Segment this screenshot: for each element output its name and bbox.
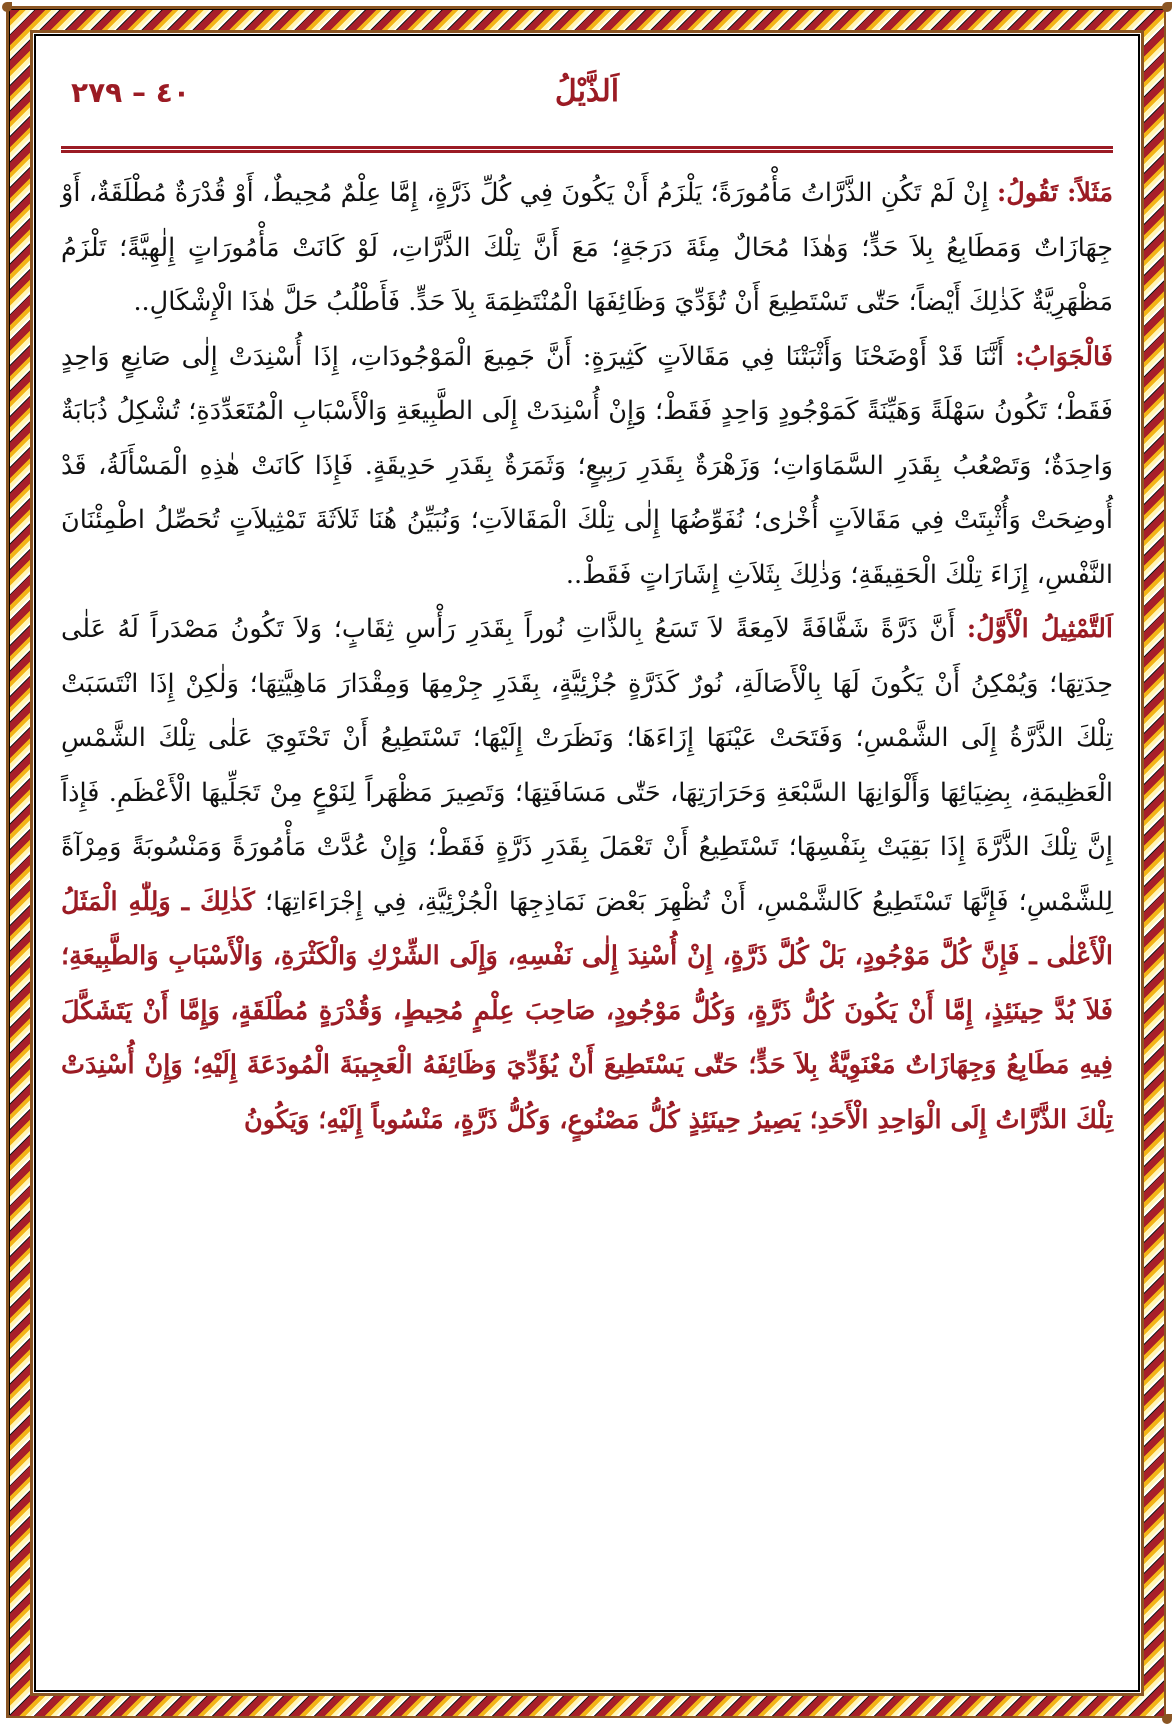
paragraph-example [61, 166, 1113, 330]
highlighted-conclusion: كَذٰلِكَ ـ وَلِلّٰهِ الْمَثَلُ الْأَعْلٰى ـ فَإِنَّ كُلَّ مَوْجُودٍ، بَلْ كُلَّ ذَرَّةٍ، إِنْ أُسْنِدَ إِلٰى نَفْسِهِ، وَإِلَى الشِّرْكِ وَالْكَثْرَةِ، وَالْأَسْبَابِ وَالطَّبِيعَةِ؛ فَلاَ بُدَّ حِينَئِذٍ، إِمَّا أَنْ يَكُونَ كُلُّ ذَرَّةٍ، وَكُلُّ مَوْجُودٍ، صَاحِبَ عِلْمٍ مُحِيطٍ، وَقُدْرَةٍ مُطْلَقَةٍ، وَإِمَّا أَنْ يَتَشَكَّلَ فِيهِ مَطَابِعُ وَجِهَازَاتٌ مَعْنَوِيَّةٌ بِلاَ حَدٍّ؛ حَتّٰى يَسْتَطِيعَ أَنْ يُؤَدِّيَ وَظَائِفَهُ الْعَجِيبَةَ الْمُودَعَةَ إِلَيْهِ؛ وَإِنْ أُسْنِدَتْ تِلْكَ الذَّرَّاتُ إِلَى الْوَاحِدِ الْأَحَدِ؛ يَصِيرُ حِينَئِذٍ كُلُّ مَصْنُوعٍ، وَكُلُّ ذَرَّةٍ، مَنْسُوباً إِلَيْهِ؛ وَيَكُونُ [61, 886, 1113, 1135]
paragraph-text: إِنْ لَمْ تَكُنِ الذَّرَّاتُ مَأْمُورَةً؛ يَلْزَمُ أَنْ يَكُونَ فِي كُلِّ ذَرَّةٍ، إِمَّا عِلْمٌ مُحِيطٌ، أَوْ قُدْرَةٌ مُطْلَقَةٌ، أَوْ جِهَازَاتٌ وَمَطَابِعُ بِلاَ حَدٍّ؛ وَهٰذَا مُحَالٌ مِئَةَ دَرَجَةٍ؛ مَعَ أَنَّ تِلْكَ الذَّرَّاتِ، لَوْ كَانَتْ مَأْمُورَاتٍ إِلٰهِيَّةً؛ تَلْزَمُ مَظْهَرِيَّةٌ كَذٰلِكَ أَيْضاً؛ حَتّٰى تَسْتَطِيعَ أَنْ تُؤَدِّيَ وَظَائِفَهَا الْمُنْتَظِمَةَ بِلاَ حَدٍّ. فَأَطْلُبُ حَلَّ هٰذَا الْإِشْكَالِ.. [61, 178, 1113, 317]
corner-ornament-top-left [2, 2, 12, 12]
page-body [61, 166, 1113, 1147]
paragraph-lead: مَثَلاً: تَقُولُ: [996, 178, 1113, 208]
paragraph-text: أَنَّنَا قَدْ أَوْضَحْنَا وَأَثْبَتْنَا فِي مَقَالاَتٍ كَثِيرَةٍ: أَنَّ جَمِيعَ الْمَوْجُودَاتِ، إِذَا أُسْنِدَتْ إِلٰى صَانِعٍ وَاحِدٍ فَقَطْ؛ تَكُونُ سَهْلَةً وَهَيِّنَةً كَمَوْجُودٍ وَاحِدٍ فَقَطْ؛ وَإِنْ أُسْنِدَتْ إِلَى الطَّبِيعَةِ وَالْأَسْبَابِ الْمُتَعَدِّدَةِ؛ تُشْكِلُ ذُبَابَةٌ وَاحِدَةٌ؛ وَتَصْعُبُ بِقَدَرِ السَّمَاوَاتِ؛ وَزَهْرَةٌ بِقَدَرِ رَبِيعٍ؛ وَثَمَرَةٌ بِقَدَرِ حَدِيقَةٍ. فَإِذَا كَانَتْ هٰذِهِ الْمَسْأَلَةُ، قَدْ أُوضِحَتْ وَأُثْبِتَتْ فِي مَقَالاَتٍ أُخْرٰى؛ نُفَوِّضُهَا إِلٰى تِلْكَ الْمَقَالاَتِ؛ وَنُبَيِّنُ هُنَا ثَلاَثَةَ تَمْثِيلاَتٍ تُحَصِّلُ اطْمِئْنَانَ النَّفْسِ، إِزَاءَ تِلْكَ الْحَقِيقَةِ؛ وَذٰلِكَ بِثَلاَثِ إِشَارَاتٍ فَقَطْ.. [61, 341, 1113, 590]
paragraph-answer [61, 330, 1113, 603]
paragraph-lead: فَالْجَوَابُ: [1015, 341, 1113, 372]
page-header [61, 74, 1113, 134]
corner-ornament-bottom-right [1162, 1714, 1172, 1724]
paragraph-text: أَنَّ ذَرَّةً شَفَّافَةً لاَمِعَةً لاَ تَسَعُ بِالذَّاتِ نُوراً بِقَدَرِ رَأْسِ ثِقَابٍ؛ وَلاَ تَكُونُ مَصْدَراً لَهُ عَلٰى حِدَتِهَا؛ وَيُمْكِنُ أَنْ يَكُونَ لَهَا بِالْأَصَالَةِ، نُورٌ كَذَرَّةٍ جُزْئِيَّةٍ، بِقَدَرِ جِرْمِهَا وَمِقْدَارَ مَاهِيَّتِهَا؛ وَلٰكِنْ إِذَا انْتَسَبَتْ تِلْكَ الذَّرَّةُ إِلَى الشَّمْسِ؛ وَفَتَحَتْ عَيْنَهَا إِزَاءَهَا؛ وَنَظَرَتْ إِلَيْهَا؛ تَسْتَطِيعُ أَنْ تَحْتَوِيَ عَلٰى تِلْكَ الشَّمْسِ الْعَظِيمَةِ، بِضِيَائِهَا وَأَلْوَانِهَا السَّبْعَةِ وَحَرَارَتِهَا، حَتّٰى مَسَافَتِهَا؛ وَتَصِيرَ مَظْهَراً لِنَوْعٍ مِنْ تَجَلِّيهَا الْأَعْظَمِ. فَإِذاً إِنَّ تِلْكَ الذَّرَّةَ إِذَا بَقِيَتْ بِنَفْسِهَا؛ تَسْتَطِيعُ أَنْ تَعْمَلَ بِقَدَرِ ذَرَّةٍ فَقَطْ؛ وَإِنْ عُدَّتْ مَأْمُورَةً وَمَنْسُوبَةً وَمِرْآةً لِلشَّمْسِ؛ فَإِنَّهَا تَسْتَطِيعُ كَالشَّمْسِ، أَنْ تُظْهِرَ بَعْضَ نَمَاذِجِهَا الْجُزْئِيَّةِ، فِي إِجْرَاءَاتِهَا؛ [61, 614, 1113, 917]
book-page [36, 36, 1138, 1690]
paragraph-first-analogy [61, 602, 1113, 1147]
header-divider [61, 146, 1113, 153]
corner-ornament-top-right [1162, 2, 1172, 12]
chapter-title: اَلذَّيْلُ [554, 74, 620, 109]
paragraph-lead: اَلتَّمْثِيلُ الْأَوَّلُ: [966, 614, 1113, 644]
page-range: ٤٠ – ٢٧٩ [71, 76, 190, 109]
